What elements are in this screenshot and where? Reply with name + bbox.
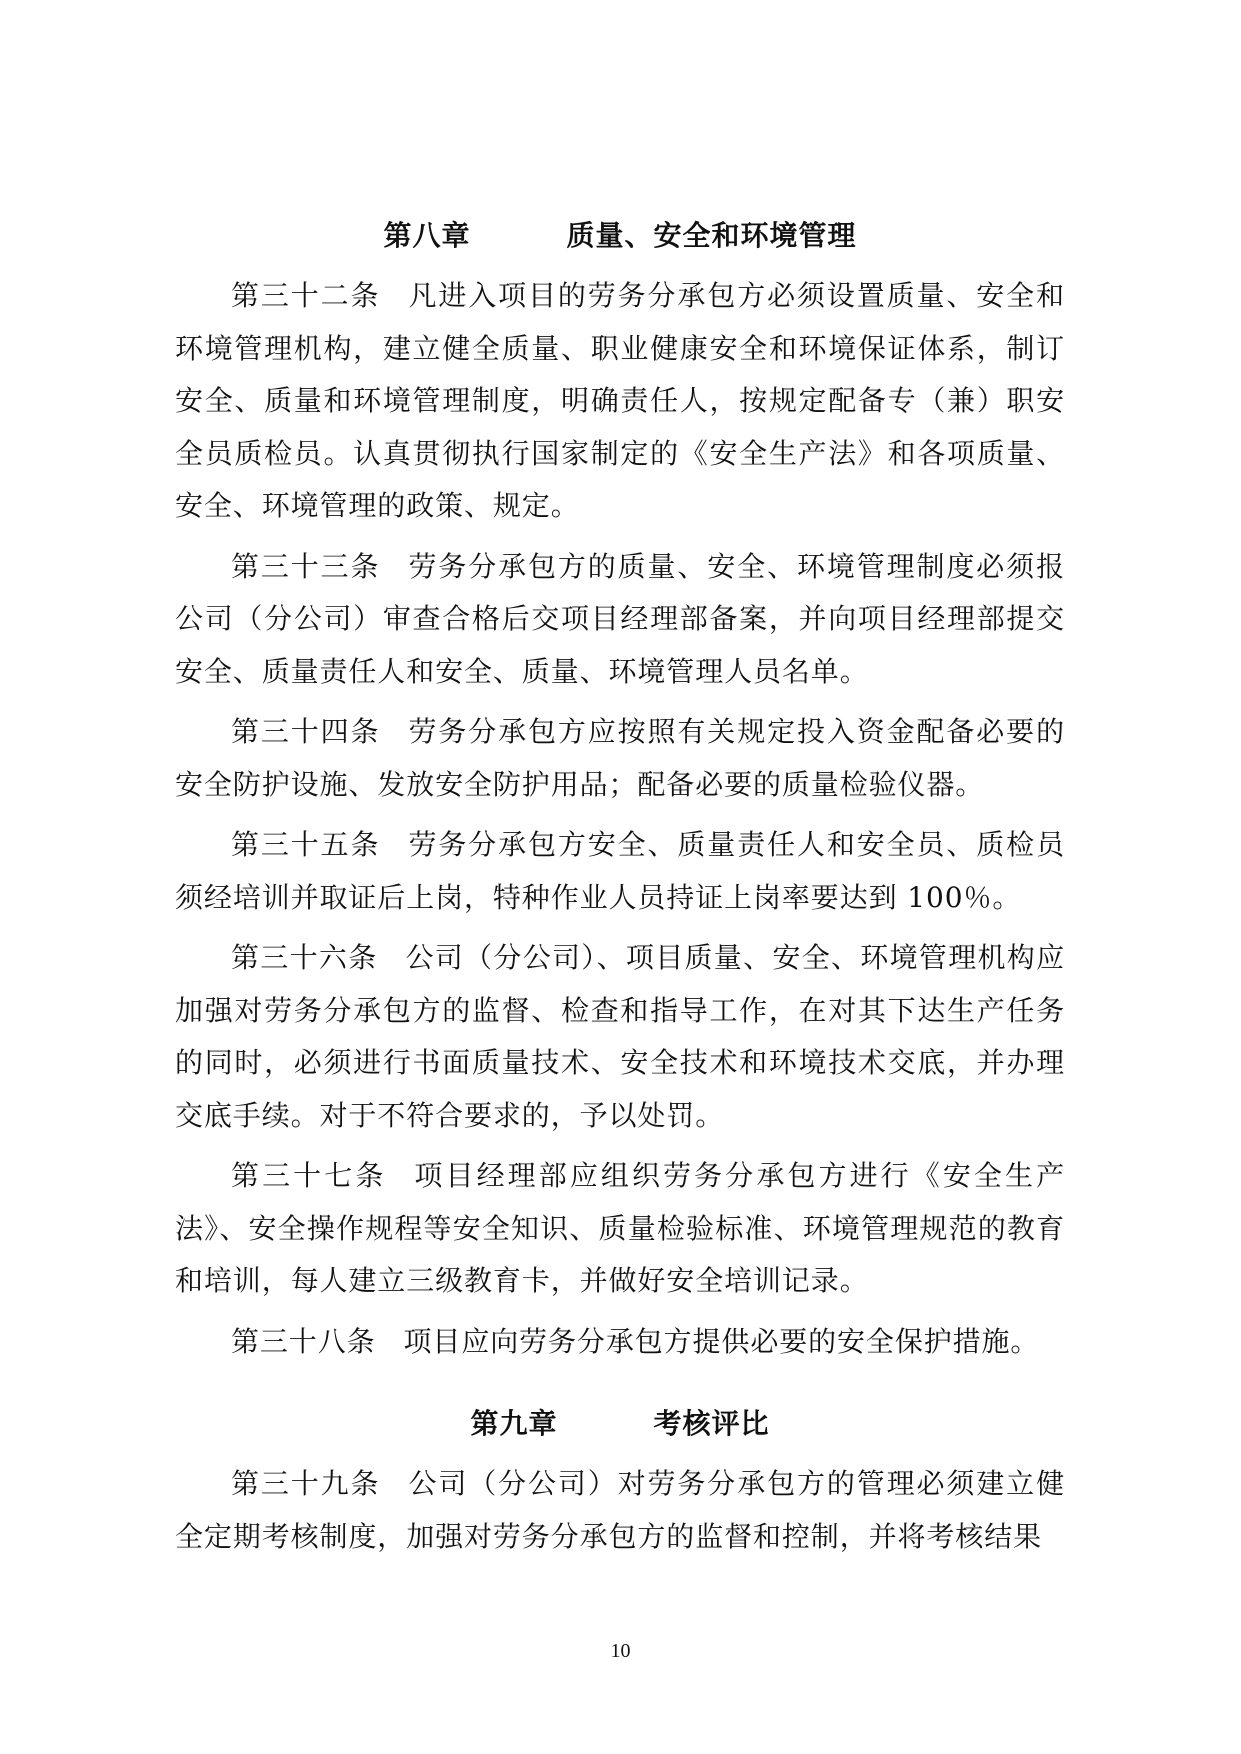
article-35: [175, 819, 1065, 924]
article-text: 公司（分公司）、项目质量、安全、环境管理机构应加强对劳务分承包方的监督、检查和指导工作，在对其下达生产任务的同时，必须进行书面质量技术、安全技术和环境技术交底，并办理交底手续。对于不符合要求的，予以处罚。: [175, 941, 1065, 1132]
article-number: 第三十四条: [231, 715, 381, 748]
article-text: 项目经理部应组织劳务分承包方进行《安全生产法》、安全操作规程等安全知识、质量检验标准、环境管理规范的教育和培训，每人建立三级教育卡，并做好安全培训记录。: [175, 1159, 1065, 1297]
article-text: 劳务分承包方安全、质量责任人和安全员、质检员须经培训并取证后上岗，特种作业人员持证上岗率要达到 100％。: [175, 828, 1065, 914]
article-38: [175, 1316, 1065, 1369]
article-number: 第三十三条: [231, 549, 381, 583]
article-39: [175, 1458, 1065, 1563]
chapter-9-heading: [175, 1404, 1065, 1444]
chapter-8-heading: [175, 216, 1065, 256]
chapter-8-title: 质量、安全和环境管理: [566, 219, 857, 252]
article-34: [175, 706, 1065, 811]
article-text: 项目应向劳务分承包方提供必要的安全保护措施。: [403, 1324, 1040, 1358]
page-number: 10: [610, 1640, 631, 1662]
article-text: 劳务分承包方应按照有关规定投入资金配备必要的安全防护设施、发放安全防护用品；配备必要的质量检验仪器。: [175, 715, 1065, 801]
article-37: [175, 1150, 1065, 1308]
article-text: 凡进入项目的劳务分承包方必须设置质量、安全和环境管理机构，建立健全质量、职业健康安全和环境保证体系，制订安全、质量和环境管理制度，明确责任人，按规定配备专（兼）职安全员质检员。认真贯彻执行国家制定的《安全生产法》和各项质量、安全、环境管理的政策、规定。: [175, 279, 1065, 522]
article-32: [175, 270, 1065, 533]
article-33: [175, 541, 1065, 699]
article-number: 第三十八条: [231, 1324, 376, 1358]
chapter-9-number: 第九章: [470, 1407, 558, 1440]
chapter-9-articles: [175, 1458, 1065, 1571]
article-number: 第三十五条: [231, 828, 381, 861]
article-text: 公司（分公司）对劳务分承包方的管理必须建立健全定期考核制度，加强对劳务分承包方的监督和控制，并将考核结果: [175, 1467, 1065, 1553]
article-number: 第三十六条: [231, 941, 378, 974]
article-number: 第三十七条: [231, 1159, 387, 1192]
article-number: 第三十二条: [231, 279, 381, 312]
chapter-9-title: 考核评比: [653, 1407, 770, 1440]
article-text: 劳务分承包方的质量、安全、环境管理制度必须报公司（分公司）审查合格后交项目经理部备案，并向项目经理部提交安全、质量责任人和安全、质量、环境管理人员名单。: [175, 549, 1065, 688]
chapter-8-number: 第八章: [383, 219, 471, 252]
article-number: 第三十九条: [231, 1467, 381, 1500]
article-36: [175, 932, 1065, 1142]
chapter-8-articles: [175, 270, 1065, 1376]
